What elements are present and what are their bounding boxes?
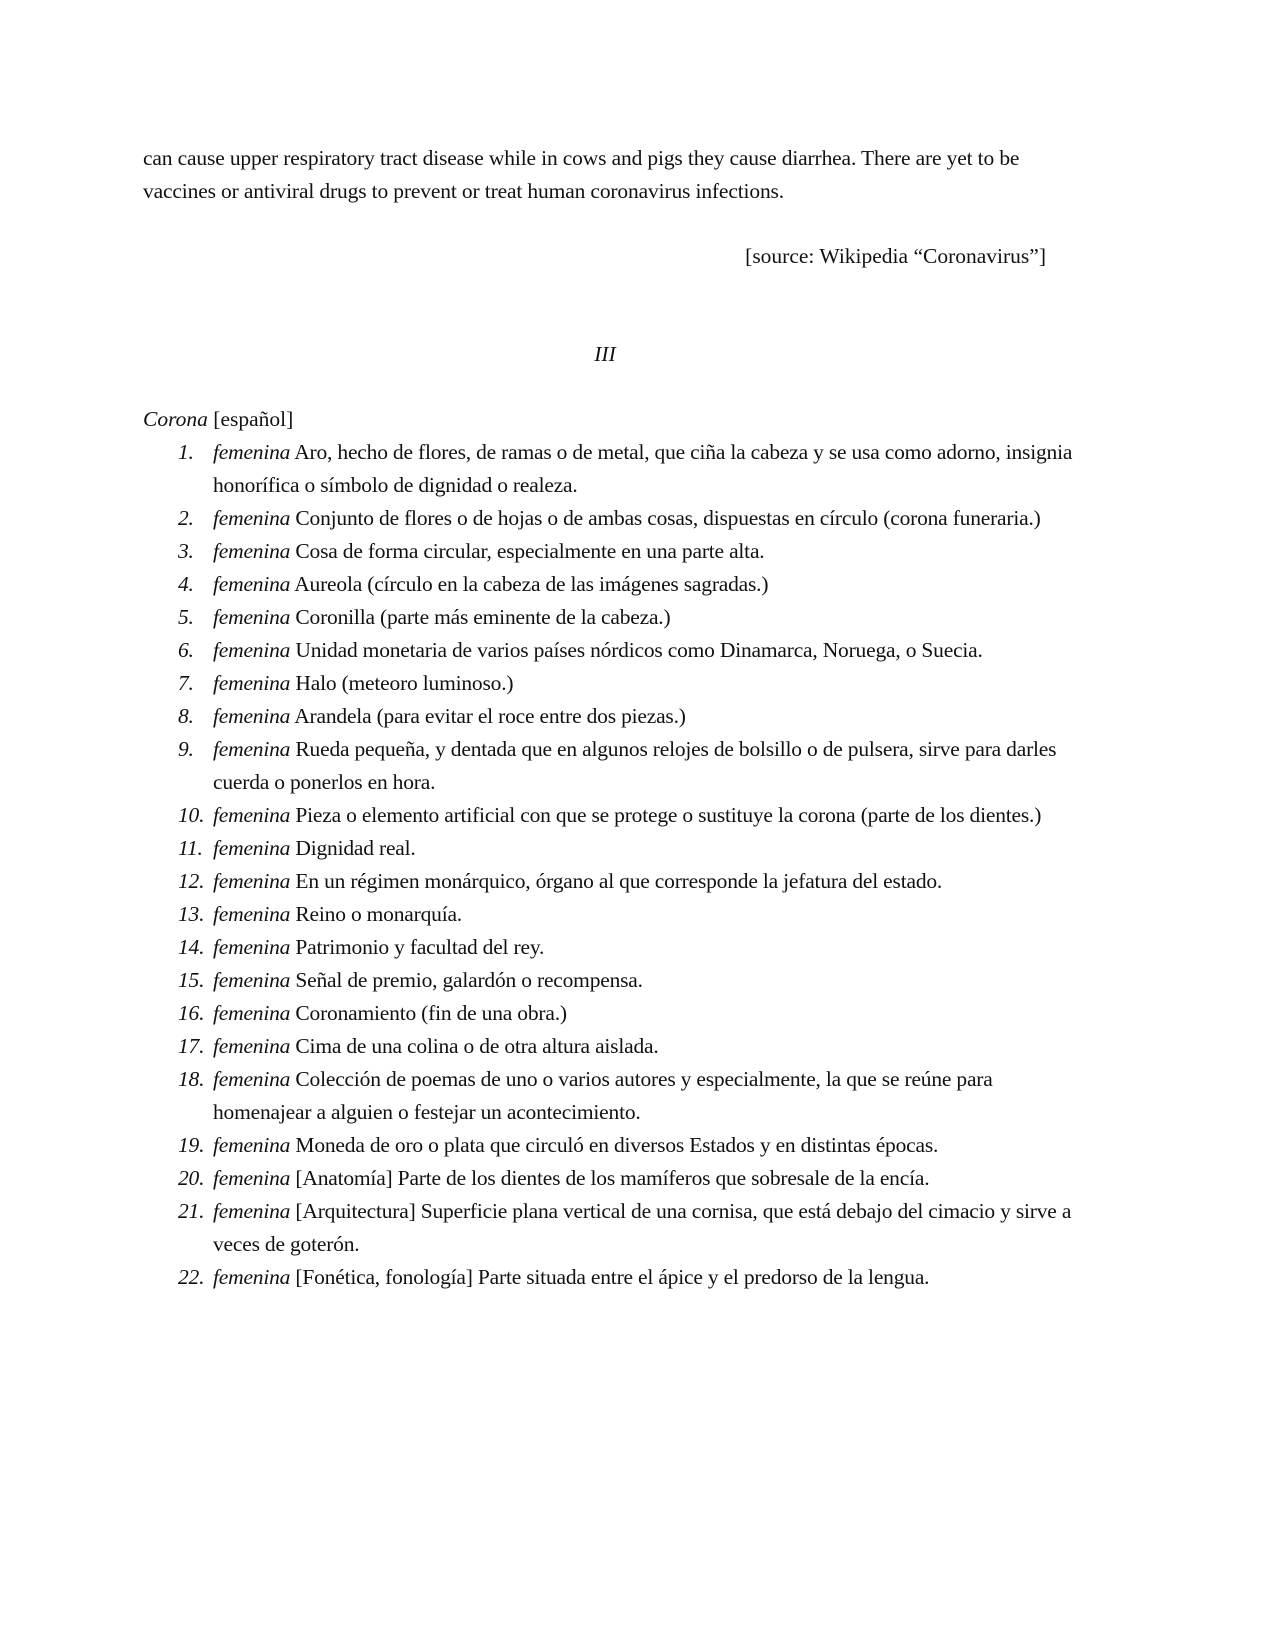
definition-gender: femenina <box>213 1199 291 1223</box>
definition-item <box>143 832 1083 865</box>
definition-number: 14. <box>178 935 205 959</box>
definition-item <box>143 865 1083 898</box>
definition-item <box>143 1063 1083 1129</box>
section-heading: III <box>594 342 616 366</box>
definition-number: 17. <box>178 1034 205 1058</box>
definition-text: Halo (meteoro luminoso.) <box>295 671 514 695</box>
entry-term: Corona <box>143 407 208 431</box>
definition-text: Unidad monetaria de varios países nórdicos como Dinamarca, Noruega, o Suecia. <box>295 638 983 662</box>
definition-text: En un régimen monárquico, órgano al que corresponde la jefatura del estado. <box>295 869 943 893</box>
definition-gender: femenina <box>213 1067 291 1091</box>
dictionary-entry-heading <box>143 403 293 436</box>
definition-gender: femenina <box>213 1133 291 1157</box>
definition-number: 18. <box>178 1067 205 1091</box>
definition-text: [Fonética, fonología] Parte situada entre el ápice y el predorso de la lengua. <box>295 1265 930 1289</box>
definition-text: Rueda pequeña, y dentada que en algunos relojes de bolsillo o de pulsera, sirve para darles cuerda o ponerlos en hora. <box>213 737 1057 794</box>
definition-gender: femenina <box>213 836 291 860</box>
definition-gender: femenina <box>213 605 291 629</box>
definition-item <box>143 1162 1083 1195</box>
definition-text: Cosa de forma circular, especialmente en una parte alta. <box>295 539 765 563</box>
definition-item <box>143 502 1083 535</box>
definition-item <box>143 667 1083 700</box>
definition-gender: femenina <box>213 902 291 926</box>
definition-item <box>143 568 1083 601</box>
definition-text: Coronamiento (fin de una obra.) <box>295 1001 567 1025</box>
definition-text: Cima de una colina o de otra altura aislada. <box>295 1034 659 1058</box>
definition-item <box>143 964 1083 997</box>
definition-text: [Arquitectura] Superficie plana vertical de una cornisa, que está debajo del cimacio y sirve a veces de goterón. <box>213 1199 1072 1256</box>
definition-number: 7. <box>178 671 194 695</box>
definition-number: 11. <box>178 836 203 860</box>
definition-gender: femenina <box>213 671 291 695</box>
definition-gender: femenina <box>213 737 291 761</box>
definition-text: Pieza o elemento artificial con que se protege o sustituye la corona (parte de los dientes.) <box>295 803 1042 827</box>
definition-number: 6. <box>178 638 194 662</box>
definition-item <box>143 997 1083 1030</box>
definition-text: [Anatomía] Parte de los dientes de los mamíferos que sobresale de la encía. <box>295 1166 930 1190</box>
definition-number: 9. <box>178 737 194 761</box>
definition-text: Coronilla (parte más eminente de la cabeza.) <box>295 605 671 629</box>
definition-number: 2. <box>178 506 194 530</box>
definition-text: Aureola (círculo en la cabeza de las imágenes sagradas.) <box>294 572 769 596</box>
definition-number: 3. <box>178 539 194 563</box>
definition-number: 20. <box>178 1166 205 1190</box>
definition-number: 4. <box>178 572 194 596</box>
definition-item <box>143 601 1083 634</box>
definition-text: Colección de poemas de uno o varios autores y especialmente, la que se reúne para homenajear a alguien o festejar un acontecimiento. <box>213 1067 993 1124</box>
definition-list <box>143 436 1083 1294</box>
definition-item <box>143 436 1083 502</box>
definition-text: Conjunto de flores o de hojas o de ambas cosas, dispuestas en círculo (corona funeraria.) <box>295 506 1041 530</box>
definition-gender: femenina <box>213 638 291 662</box>
definition-item <box>143 931 1083 964</box>
definition-gender: femenina <box>213 935 291 959</box>
definition-number: 8. <box>178 704 194 728</box>
definition-gender: femenina <box>213 1265 291 1289</box>
definition-text: Señal de premio, galardón o recompensa. <box>295 968 643 992</box>
definition-text: Reino o monarquía. <box>295 902 462 926</box>
definition-gender: femenina <box>213 440 291 464</box>
definition-gender: femenina <box>213 1001 291 1025</box>
definition-item <box>143 634 1083 667</box>
definition-gender: femenina <box>213 1166 291 1190</box>
definition-gender: femenina <box>213 506 291 530</box>
definition-number: 21. <box>178 1199 205 1223</box>
definition-number: 13. <box>178 902 205 926</box>
definition-number: 15. <box>178 968 205 992</box>
definition-item <box>143 1030 1083 1063</box>
definition-number: 5. <box>178 605 194 629</box>
source-citation: [source: Wikipedia “Coronavirus”] <box>745 244 1046 268</box>
definition-text: Dignidad real. <box>295 836 416 860</box>
definition-item <box>143 733 1083 799</box>
definition-item <box>143 1195 1083 1261</box>
definition-gender: femenina <box>213 704 291 728</box>
definition-gender: femenina <box>213 539 291 563</box>
definition-gender: femenina <box>213 1034 291 1058</box>
definition-text: Aro, hecho de flores, de ramas o de metal, que ciña la cabeza y se usa como adorno, insignia honorífica o símbolo de dignidad o realeza. <box>213 440 1073 497</box>
definition-number: 1. <box>178 440 194 464</box>
definition-gender: femenina <box>213 803 291 827</box>
definition-number: 16. <box>178 1001 205 1025</box>
entry-language: [español] <box>213 407 294 431</box>
definition-number: 10. <box>178 803 205 827</box>
definition-item <box>143 1261 1083 1294</box>
definition-text: Arandela (para evitar el roce entre dos piezas.) <box>294 704 686 728</box>
body-paragraph: can cause upper respiratory tract disease while in cows and pigs they cause diarrhea. There are yet to be vaccines or antiviral drugs to prevent or treat human coronavirus infections. <box>143 146 1020 203</box>
definition-item <box>143 1129 1083 1162</box>
definition-item <box>143 535 1083 568</box>
definition-gender: femenina <box>213 869 291 893</box>
definition-number: 22. <box>178 1265 205 1289</box>
definition-text: Moneda de oro o plata que circuló en diversos Estados y en distintas épocas. <box>295 1133 939 1157</box>
definition-number: 19. <box>178 1133 205 1157</box>
definition-item <box>143 898 1083 931</box>
definition-gender: femenina <box>213 968 291 992</box>
definition-text: Patrimonio y facultad del rey. <box>295 935 545 959</box>
definition-gender: femenina <box>213 572 291 596</box>
definition-item <box>143 799 1083 832</box>
definition-item <box>143 700 1083 733</box>
definition-number: 12. <box>178 869 205 893</box>
